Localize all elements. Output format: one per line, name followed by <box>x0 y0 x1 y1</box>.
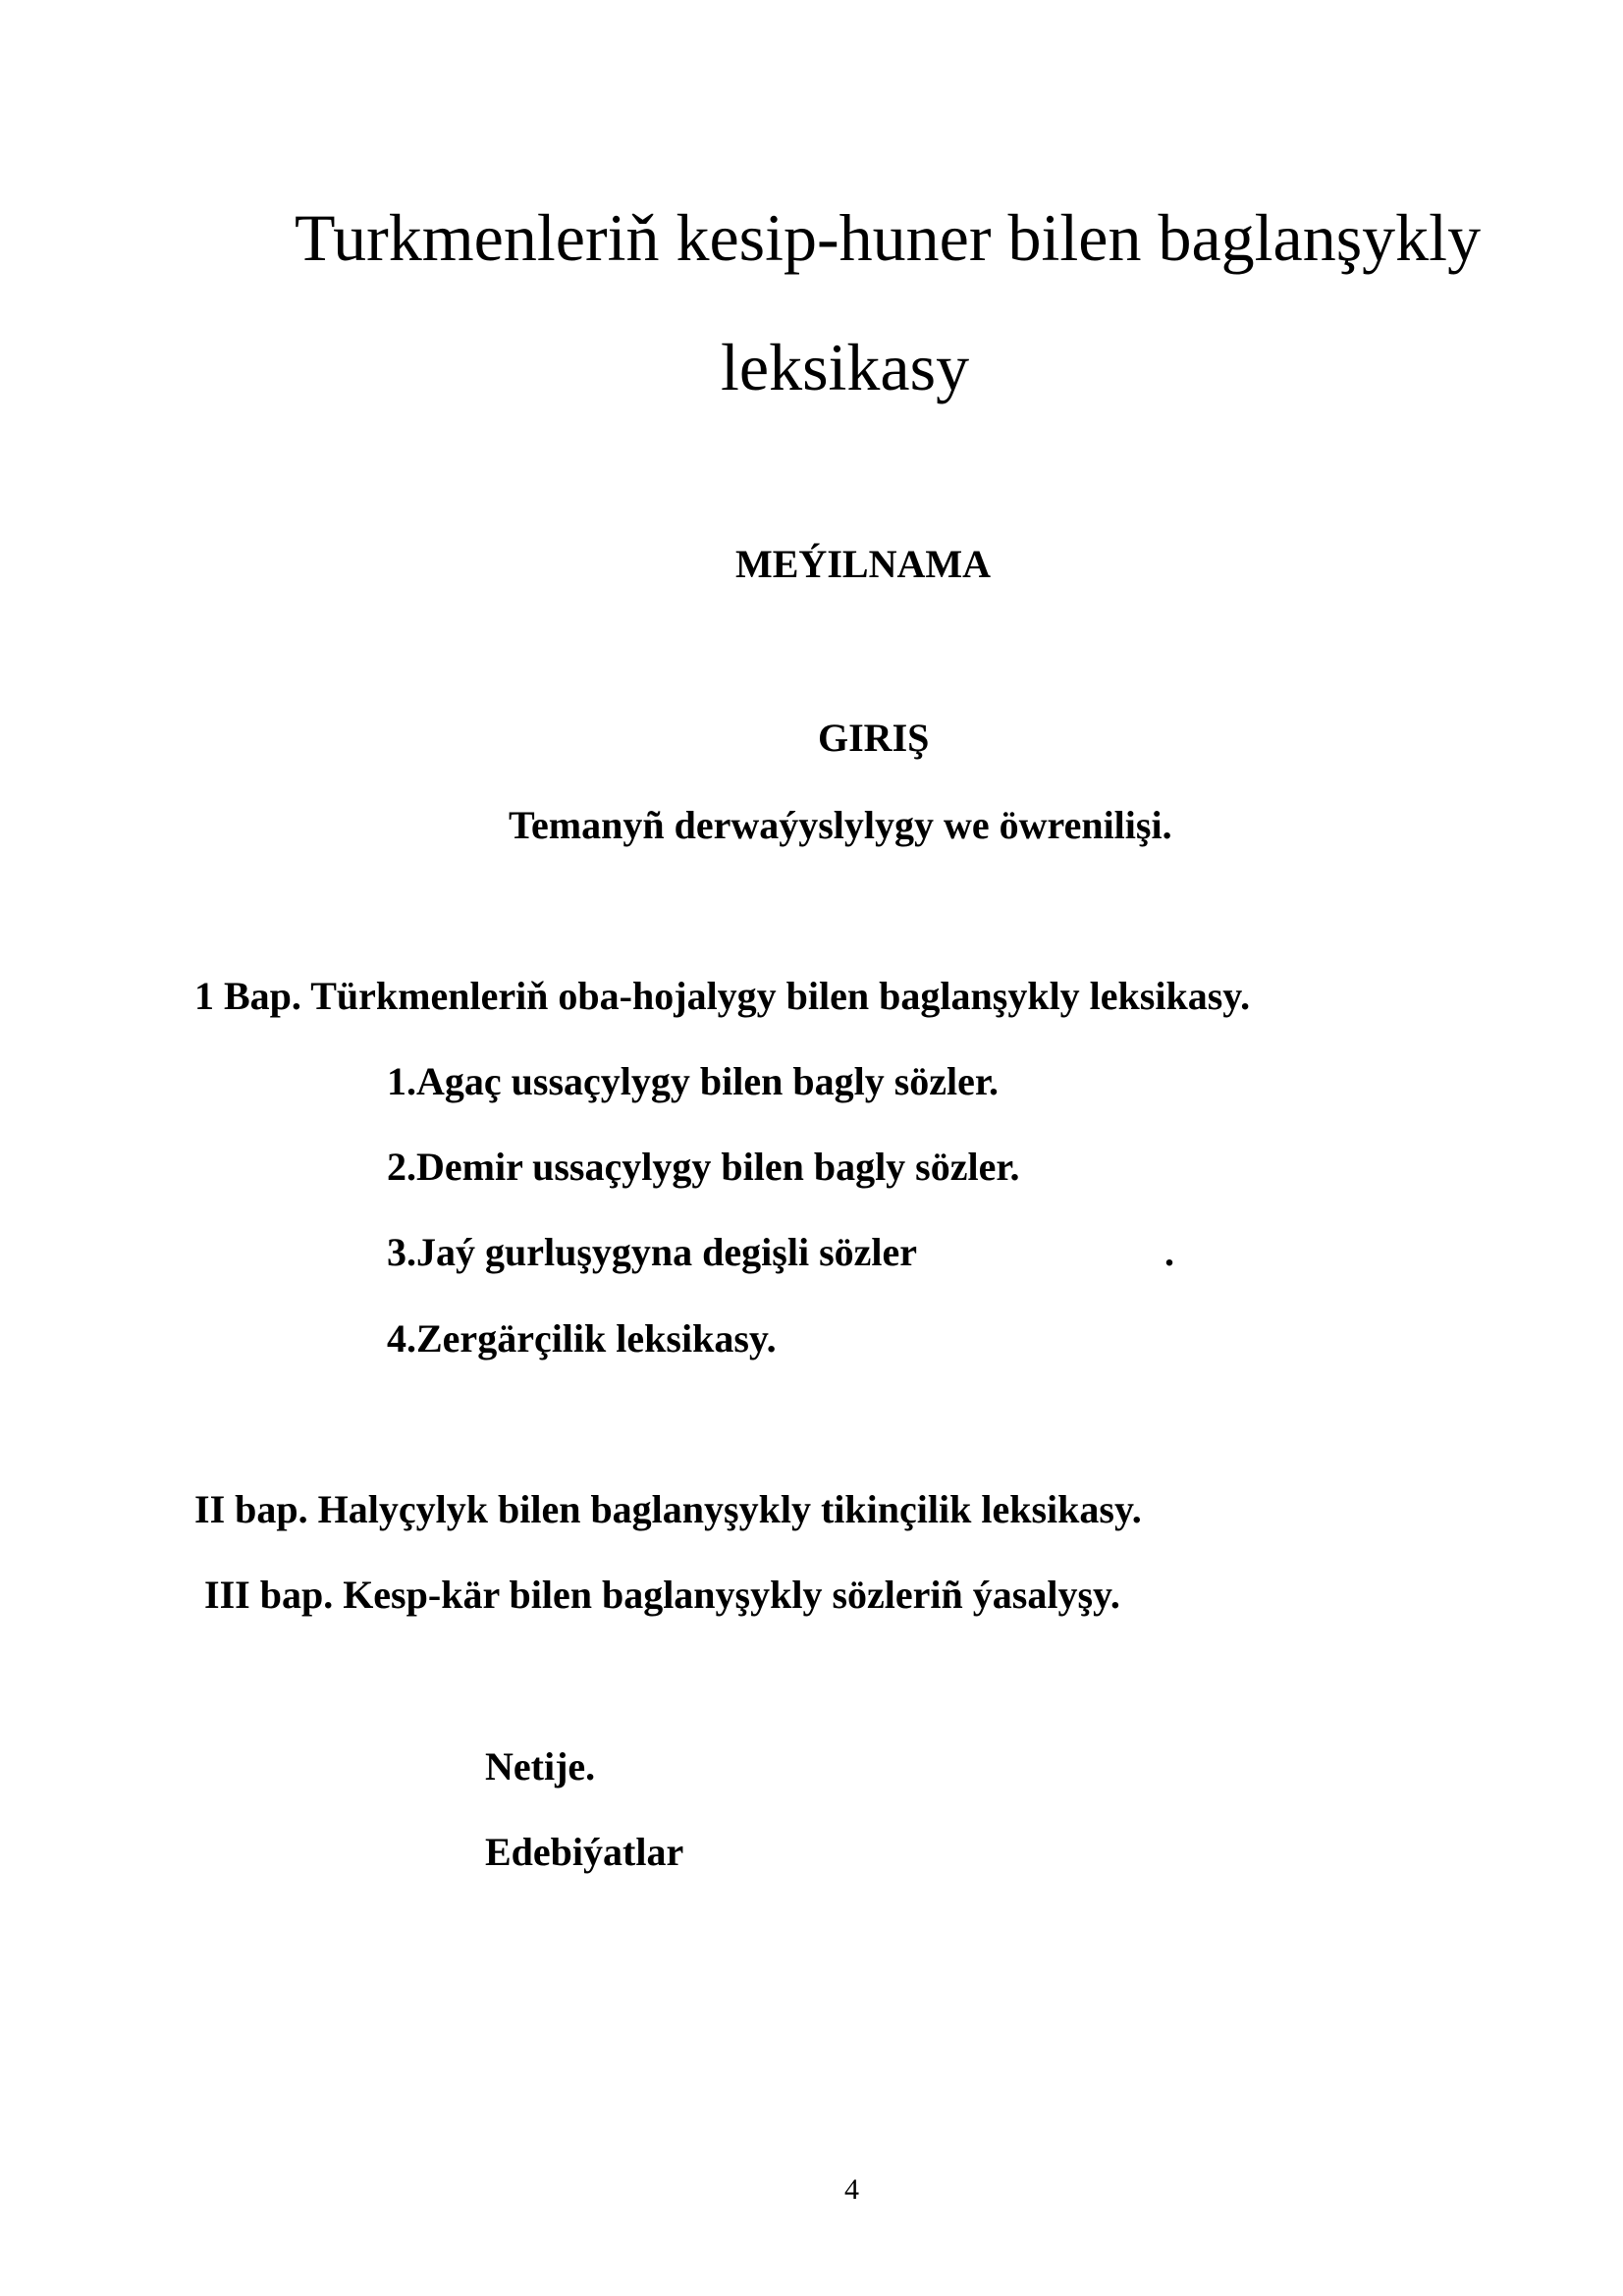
toc-chapter-1-item-4: 4.Zergärçilik leksikasy. <box>387 1316 777 1361</box>
page-number: 4 <box>844 2173 859 2206</box>
introduction-heading: GIRIŞ <box>818 716 930 760</box>
toc-conclusion: Netije. <box>485 1744 596 1789</box>
toc-chapter-1-item-3-dot: . <box>1164 1230 1174 1274</box>
introduction-subheading: Temanyñ derwaýyslylygy we öwrenilişi. <box>509 803 1172 847</box>
toc-chapter-1-item-3: 3.Jaý gurluşygyna degişli sözler <box>387 1230 918 1274</box>
document-title-line-1: Turkmenleriň kesip-huner bilen baglanşykly <box>295 200 1482 275</box>
toc-chapter-2: II bap. Halyçylyk bilen baglanyşykly tikinçilik leksikasy. <box>194 1487 1142 1531</box>
toc-chapter-1: 1 Bap. Türkmenleriň oba-hojalygy bilen baglanşykly leksikasy. <box>194 974 1251 1018</box>
toc-chapter-3: III bap. Kesp-kär bilen baglanyşykly sözleriñ ýasalyşy. <box>204 1573 1120 1617</box>
toc-references: Edebiýatlar <box>485 1830 684 1874</box>
plan-heading: MEÝILNAMA <box>735 542 991 586</box>
toc-chapter-1-item-1: 1.Agaç ussaçylygy bilen bagly sözler. <box>387 1059 999 1103</box>
toc-chapter-1-item-2: 2.Demir ussaçylygy bilen bagly sözler. <box>387 1145 1020 1189</box>
document-title-line-2: leksikasy <box>721 330 970 404</box>
